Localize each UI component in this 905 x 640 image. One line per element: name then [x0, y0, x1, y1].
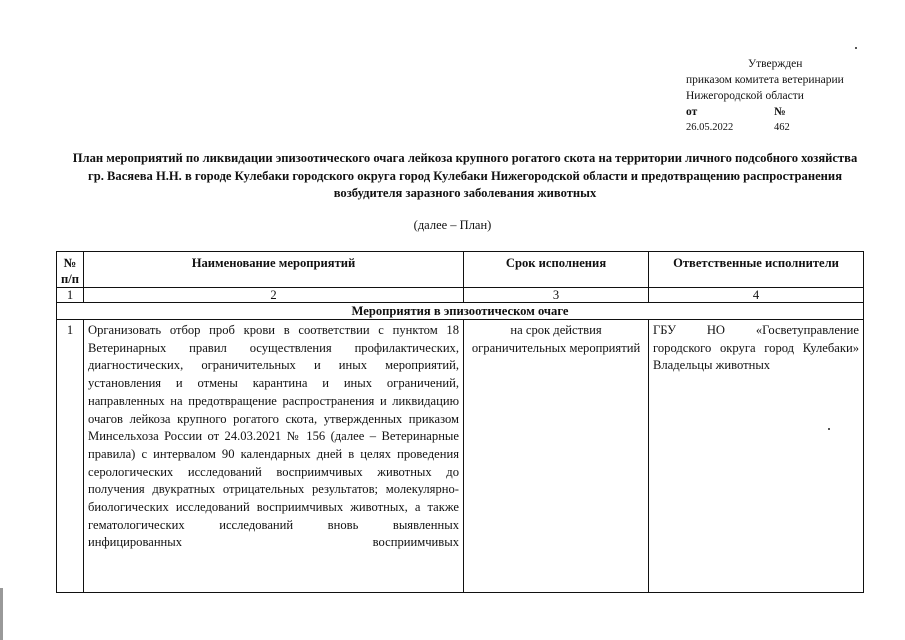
row-responsible: ГБУ НО «Госветуправление городского округа город Кулебаки» Владельцы животных [649, 320, 864, 593]
column-number: 3 [464, 288, 649, 303]
column-number: 1 [57, 288, 84, 303]
scan-edge [0, 588, 3, 640]
approval-title: Утвержден [748, 58, 803, 70]
approval-date: 26.05.2022 [686, 122, 734, 133]
row-term: на срок действия ограничительных мероприятий [464, 320, 649, 593]
header-name: Наименование мероприятий [84, 252, 464, 288]
approval-order: приказом комитета ветеринарии [686, 74, 844, 86]
document-subtitle: (далее – План) [413, 218, 492, 232]
plan-table [56, 251, 864, 593]
scan-speck [855, 47, 857, 49]
approval-number: 462 [774, 122, 790, 133]
row-number: 1 [57, 320, 84, 593]
approval-block [686, 56, 844, 136]
document-title: План мероприятий по ликвидации эпизоотического очага лейкоза крупного рогатого скота на территории личного подсобного хозяйства гр. Васяева Н.Н. в городе Кулебаки городского округа город Кулебаки Нижегородской области и предотвращению распространения возбудителя заразного заболевания животных [72, 151, 858, 200]
table-row [57, 320, 864, 593]
header-term: Срок исполнения [464, 252, 649, 288]
section-row [57, 303, 864, 320]
column-numbers-row [57, 288, 864, 303]
section-title: Мероприятия в эпизоотическом очаге [57, 303, 864, 320]
from-label: от [686, 106, 698, 118]
scan-speck [828, 428, 830, 430]
row-name: Организовать отбор проб крови в соответствии с пунктом 18 Ветеринарных правил осуществления профилактических, диагностических, ограничительных и иных мероприятий, установления и отмены карантина и иных ограничений, направленных на предотвращение распространения и ликвидацию очагов лейкоза крупного рогатого скота, утвержденных приказом Минсельхоза России от 24.03.2021 № 156 (далее – Ветеринарные правила) с интервалом 90 календарных дней в целях проведения серологических исследований восприимчивых животных до получения двукратных отрицательных результатов; молекулярно-биологических исследований восприимчивых животных, а также гематологических исследований вновь выявленных инфицированных восприимчивых [84, 320, 464, 593]
header-row [57, 252, 864, 288]
header-num: № п/п [57, 252, 84, 288]
header-responsible: Ответственные исполнители [649, 252, 864, 288]
column-number: 2 [84, 288, 464, 303]
column-number: 4 [649, 288, 864, 303]
approval-labels [686, 104, 844, 120]
approval-values [686, 120, 844, 136]
approval-region: Нижегородской области [686, 90, 804, 102]
number-label: № [774, 106, 786, 118]
